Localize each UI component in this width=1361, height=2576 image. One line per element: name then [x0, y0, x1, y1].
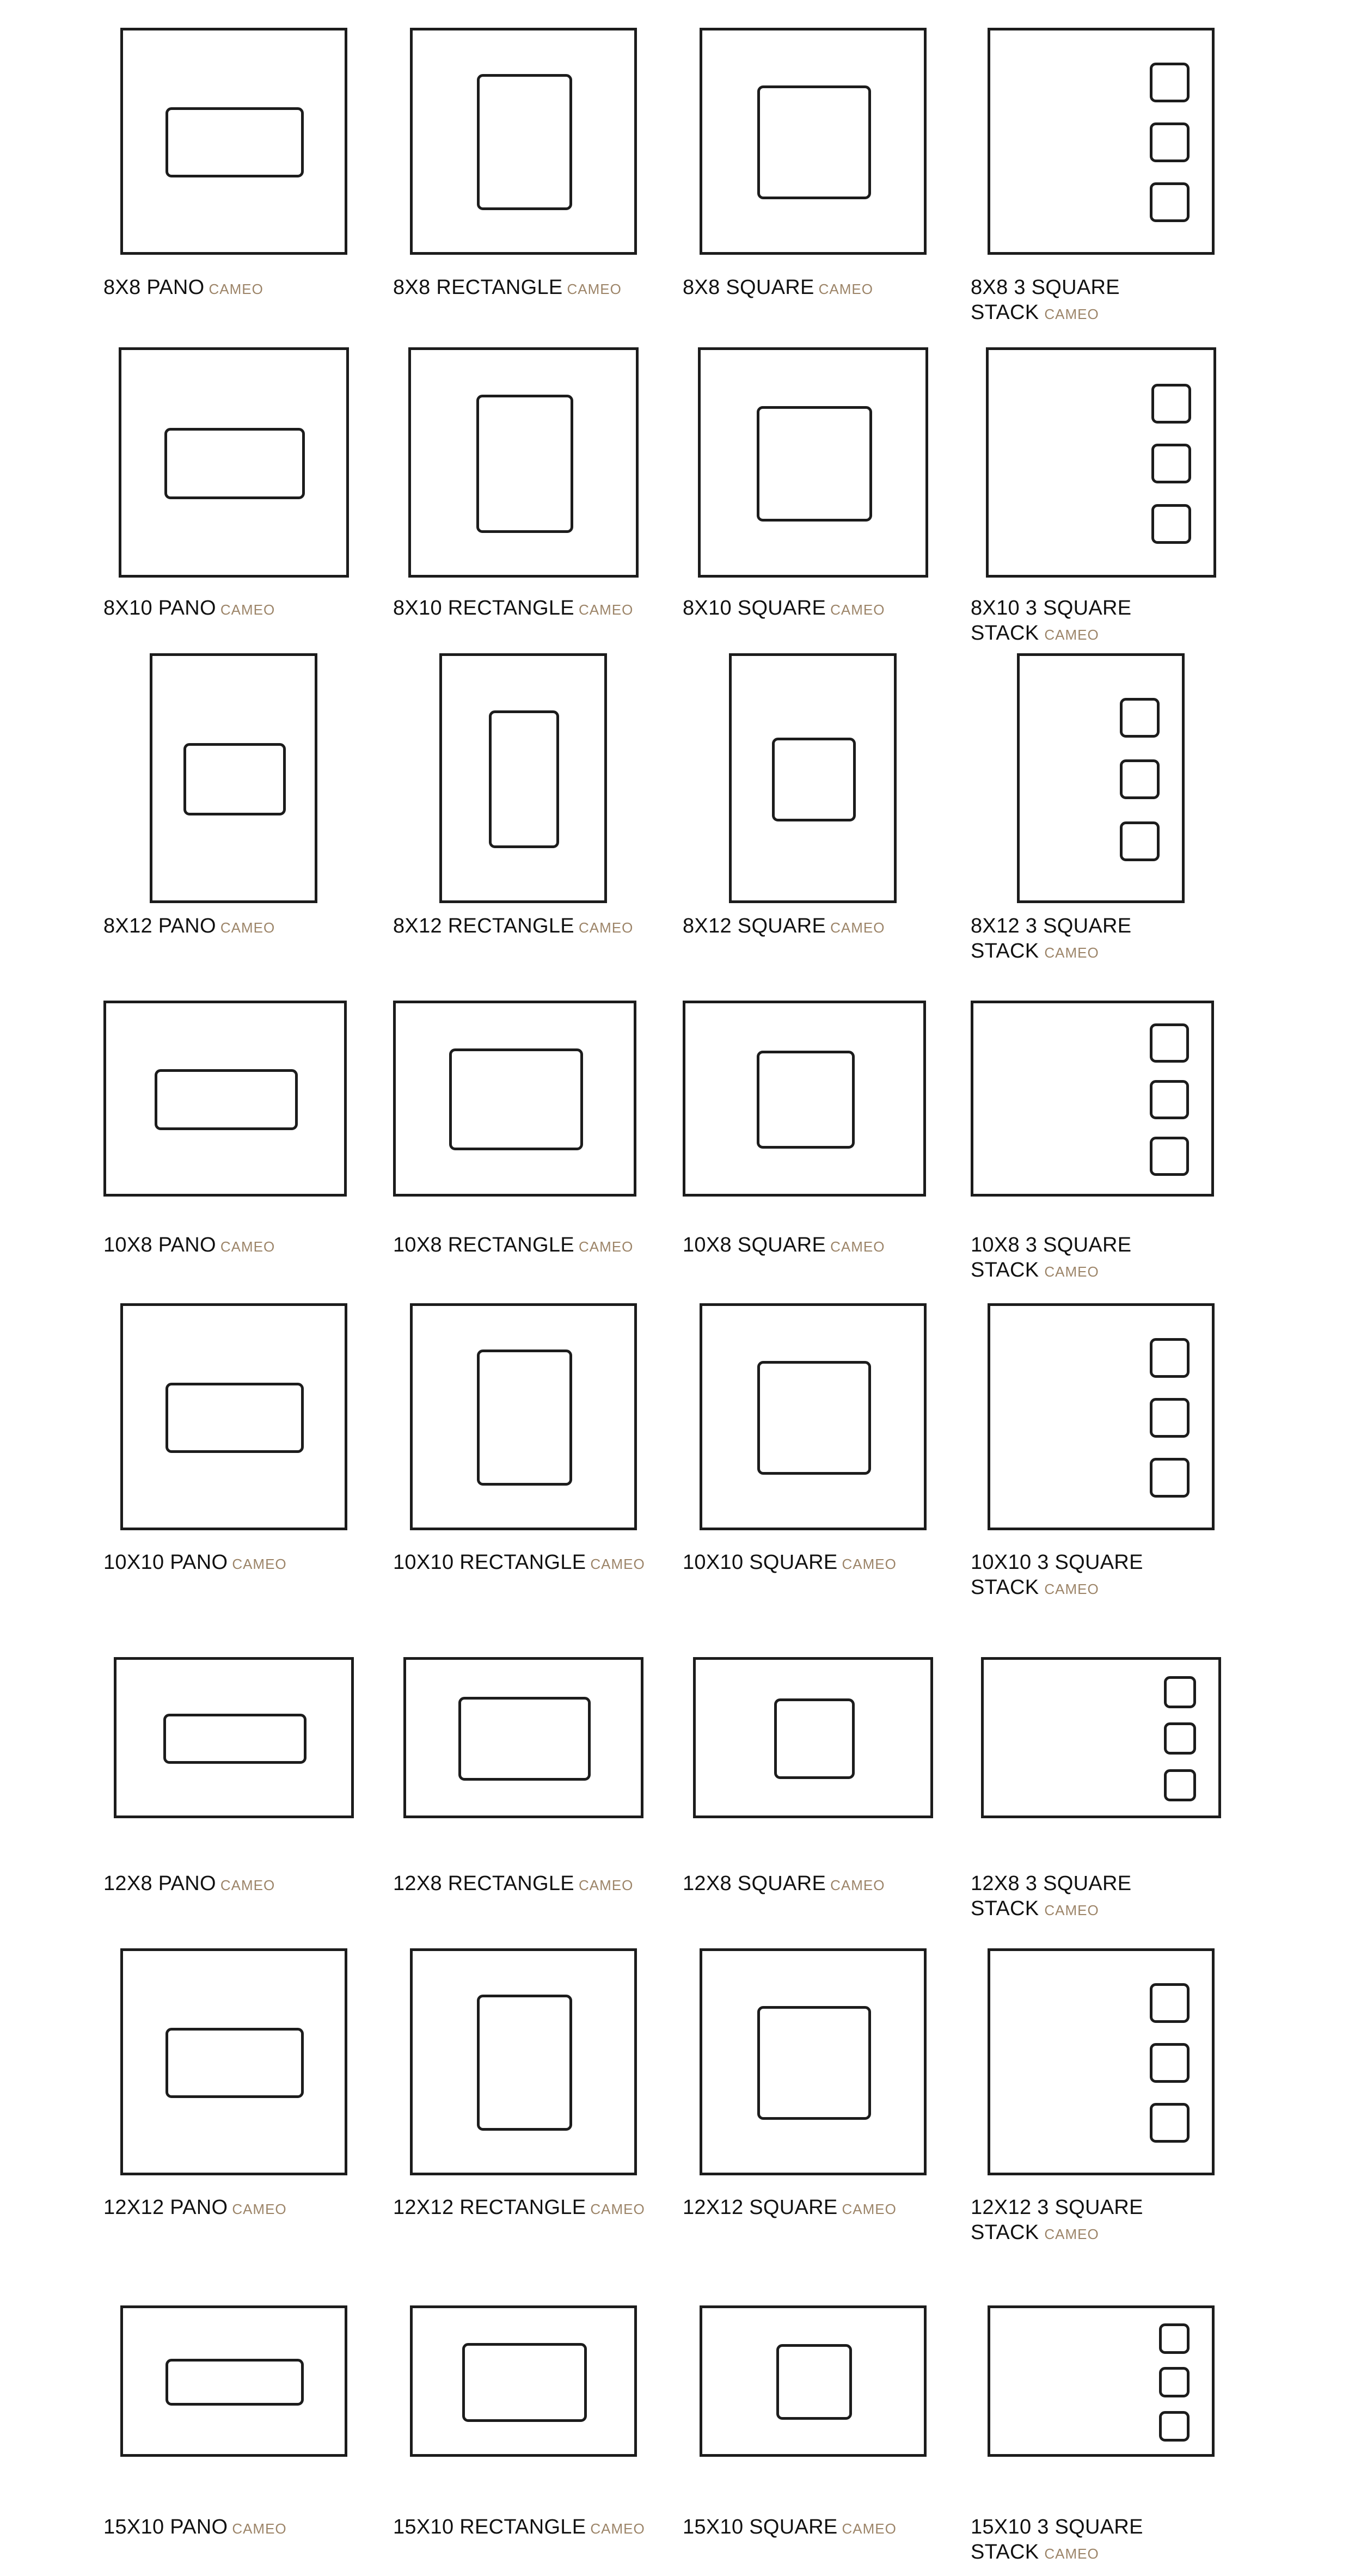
mat-opening — [1164, 1676, 1196, 1708]
collection-tag: CAMEO — [590, 2520, 645, 2537]
collection-tag: CAMEO — [590, 1556, 645, 1572]
mat-frame-pano[interactable] — [103, 1001, 347, 1197]
mat-style-caption — [393, 596, 676, 622]
mat-opening — [774, 1698, 855, 1779]
mat-opening — [183, 743, 286, 815]
mat-frame-rectangle[interactable] — [408, 347, 639, 578]
mat-frame-square[interactable] — [693, 1657, 933, 1818]
mat-frame-square[interactable] — [683, 1001, 926, 1197]
mat-frame-pano[interactable] — [120, 1303, 347, 1530]
mat-opening — [1150, 1338, 1190, 1378]
mat-opening — [1151, 444, 1191, 483]
mat-style-caption — [971, 2195, 1150, 2247]
mat-opening — [1159, 2323, 1190, 2354]
mat-style-caption — [103, 1550, 387, 1577]
mat-style-label: 8X10 SQUARE — [683, 597, 826, 620]
collection-tag: CAMEO — [578, 1877, 634, 1893]
collection-tag: CAMEO — [1044, 2226, 1099, 2242]
collection-tag: CAMEO — [1044, 306, 1099, 322]
collection-tag: CAMEO — [232, 2201, 287, 2217]
mat-frame-pano[interactable] — [120, 1948, 347, 2175]
mat-opening — [757, 1051, 855, 1149]
collection-tag: CAMEO — [842, 1556, 897, 1572]
mat-opening — [165, 107, 304, 177]
mat-frame-stack[interactable] — [981, 1657, 1221, 1818]
mat-frame-pano[interactable] — [119, 347, 349, 578]
mat-style-caption — [103, 913, 387, 940]
mat-frame-square[interactable] — [700, 1303, 927, 1530]
collection-tag: CAMEO — [209, 281, 263, 297]
mat-style-caption — [393, 1871, 676, 1898]
mat-style-caption — [683, 1871, 966, 1898]
mat-frame-rectangle[interactable] — [410, 1303, 637, 1530]
mat-opening — [1151, 384, 1191, 424]
mat-frame-stack[interactable] — [988, 1948, 1215, 2175]
mat-opening — [1150, 1398, 1190, 1438]
collection-tag: CAMEO — [220, 1877, 275, 1893]
mat-opening — [1150, 2103, 1190, 2143]
mat-style-label: 10X8 SQUARE — [683, 1234, 826, 1256]
mat-style-label: 12X8 PANO — [103, 1872, 216, 1895]
mat-style-label: 10X10 PANO — [103, 1551, 228, 1574]
mat-style-label: 10X8 RECTANGLE — [393, 1234, 574, 1256]
mat-style-caption — [393, 1550, 676, 1577]
mat-frame-square[interactable] — [729, 653, 897, 903]
mat-opening — [164, 428, 305, 499]
mat-opening — [1150, 1137, 1189, 1176]
mat-frame-square[interactable] — [698, 347, 928, 578]
collection-tag: CAMEO — [830, 1877, 885, 1893]
mat-style-caption — [971, 2514, 1150, 2566]
mat-opening — [1120, 698, 1160, 738]
mat-opening — [772, 738, 856, 821]
mat-style-caption — [683, 2514, 966, 2541]
mat-style-label: 8X8 PANO — [103, 276, 205, 299]
mat-style-caption — [971, 913, 1150, 965]
mat-style-label: 10X10 SQUARE — [683, 1551, 838, 1574]
mat-style-caption — [393, 913, 676, 940]
collection-tag: CAMEO — [590, 2201, 645, 2217]
mat-frame-rectangle[interactable] — [410, 1948, 637, 2175]
mat-style-caption — [683, 1550, 966, 1577]
collection-tag: CAMEO — [220, 919, 275, 936]
mat-style-label: 12X8 RECTANGLE — [393, 1872, 574, 1895]
mat-opening — [757, 1361, 871, 1475]
mat-style-caption — [393, 1232, 676, 1259]
mat-style-label: 8X12 PANO — [103, 915, 216, 937]
mat-style-label: 10X8 PANO — [103, 1234, 216, 1256]
collection-tag: CAMEO — [567, 281, 622, 297]
mat-style-caption — [971, 275, 1150, 327]
collection-tag: CAMEO — [1044, 1264, 1099, 1280]
mat-style-label: 10X10 RECTANGLE — [393, 1551, 586, 1574]
mat-opening — [1120, 759, 1160, 799]
mat-opening — [1159, 2367, 1190, 2397]
mat-opening — [757, 2006, 871, 2120]
mat-frame-rectangle[interactable] — [410, 2305, 637, 2457]
mat-style-label: 15X10 3 SQUARE STACK — [971, 2516, 1143, 2563]
mat-opening — [1150, 63, 1190, 102]
mat-style-label: 8X8 SQUARE — [683, 276, 814, 299]
mat-style-label: 10X8 3 SQUARE STACK — [971, 1234, 1132, 1281]
mat-opening — [489, 710, 559, 848]
mat-frame-stack[interactable] — [988, 2305, 1215, 2457]
mat-frame-stack[interactable] — [988, 28, 1215, 255]
mat-opening — [1164, 1769, 1196, 1801]
mat-frame-stack[interactable] — [971, 1001, 1214, 1197]
mat-style-label: 8X8 3 SQUARE STACK — [971, 276, 1120, 324]
mat-frame-square[interactable] — [700, 28, 927, 255]
mat-style-label: 8X12 SQUARE — [683, 915, 826, 937]
mat-frame-pano[interactable] — [150, 653, 317, 903]
mat-style-caption — [971, 1550, 1150, 1602]
mat-style-label: 8X12 3 SQUARE STACK — [971, 915, 1132, 962]
mat-style-caption — [393, 275, 676, 302]
mat-opening — [476, 395, 573, 533]
collection-tag: CAMEO — [842, 2201, 897, 2217]
mat-opening — [165, 1383, 304, 1453]
collection-tag: CAMEO — [1044, 1902, 1099, 1918]
mat-opening — [1150, 2043, 1190, 2083]
mat-style-label: 12X12 RECTANGLE — [393, 2196, 586, 2219]
mat-opening — [165, 2359, 304, 2406]
mat-frame-pano[interactable] — [120, 28, 347, 255]
mat-style-caption — [393, 2195, 676, 2222]
collection-tag: CAMEO — [842, 2520, 897, 2537]
collection-tag: CAMEO — [1044, 1581, 1099, 1597]
mat-frame-square[interactable] — [700, 1948, 927, 2175]
mat-frame-rectangle[interactable] — [439, 653, 607, 903]
mat-frame-rectangle[interactable] — [410, 28, 637, 255]
collection-tag: CAMEO — [232, 1556, 287, 1572]
collection-tag: CAMEO — [1044, 944, 1099, 961]
mat-style-caption — [103, 596, 387, 622]
mat-style-label: 8X8 RECTANGLE — [393, 276, 563, 299]
mat-frame-rectangle[interactable] — [393, 1001, 636, 1197]
mat-style-label: 10X10 3 SQUARE STACK — [971, 1551, 1143, 1599]
mat-frame-stack[interactable] — [1017, 653, 1185, 903]
mat-frame-stack[interactable] — [986, 347, 1216, 578]
collection-tag: CAMEO — [578, 602, 634, 618]
collection-tag: CAMEO — [220, 1238, 275, 1255]
mat-style-caption — [971, 596, 1150, 647]
mat-opening — [757, 85, 871, 199]
collection-tag: CAMEO — [830, 602, 885, 618]
mat-opening — [1164, 1722, 1196, 1755]
collection-tag: CAMEO — [830, 1238, 885, 1255]
mat-frame-pano[interactable] — [114, 1657, 354, 1818]
mat-opening — [1150, 122, 1190, 162]
mat-style-label: 12X8 3 SQUARE STACK — [971, 1872, 1132, 1920]
mat-style-caption — [971, 1871, 1150, 1923]
mat-style-label: 12X12 3 SQUARE STACK — [971, 2196, 1143, 2244]
mat-style-caption — [683, 2195, 966, 2222]
collection-tag: CAMEO — [1044, 2546, 1099, 2562]
mat-opening — [1159, 2411, 1190, 2442]
mat-style-label: 8X10 PANO — [103, 597, 216, 620]
mat-style-caption — [103, 2195, 387, 2222]
mat-opening — [776, 2344, 852, 2420]
mat-opening — [477, 74, 572, 210]
mat-style-label: 15X10 SQUARE — [683, 2516, 838, 2538]
collection-tag: CAMEO — [220, 602, 275, 618]
mat-frame-stack[interactable] — [988, 1303, 1215, 1530]
mat-style-caption — [683, 275, 966, 302]
mat-style-label: 12X12 PANO — [103, 2196, 228, 2219]
collection-tag: CAMEO — [1044, 627, 1099, 643]
collection-tag: CAMEO — [818, 281, 873, 297]
mat-style-caption — [103, 1232, 387, 1259]
mat-style-label: 15X10 PANO — [103, 2516, 228, 2538]
mat-opening — [1150, 1023, 1189, 1063]
mat-opening — [1150, 1080, 1189, 1119]
mat-opening — [1150, 182, 1190, 222]
mat-style-caption — [103, 1871, 387, 1898]
mat-style-label: 8X10 3 SQUARE STACK — [971, 597, 1132, 645]
mat-frame-pano[interactable] — [120, 2305, 347, 2457]
collection-tag: CAMEO — [232, 2520, 287, 2537]
mat-frame-square[interactable] — [700, 2305, 927, 2457]
mat-style-caption — [683, 596, 966, 622]
mat-opening — [165, 2028, 304, 2098]
mat-opening — [462, 2343, 587, 2422]
mat-opening — [1151, 504, 1191, 544]
mat-opening — [477, 1350, 572, 1486]
mat-style-caption — [103, 275, 387, 302]
mat-style-label: 15X10 RECTANGLE — [393, 2516, 586, 2538]
mat-style-caption — [103, 2514, 387, 2541]
mat-style-label: 12X8 SQUARE — [683, 1872, 826, 1895]
mat-style-caption — [683, 913, 966, 940]
mat-opening — [757, 406, 872, 522]
mat-style-caption — [393, 2514, 676, 2541]
mat-style-label: 8X12 RECTANGLE — [393, 915, 574, 937]
mat-opening — [449, 1048, 583, 1150]
mat-style-caption — [971, 1232, 1150, 1284]
mat-opening — [1150, 1983, 1190, 2023]
mat-style-caption — [683, 1232, 966, 1259]
mat-opening — [458, 1697, 591, 1781]
mat-style-label: 12X12 SQUARE — [683, 2196, 838, 2219]
mat-opening — [1150, 1458, 1190, 1498]
mat-opening — [163, 1714, 306, 1764]
collection-tag: CAMEO — [578, 919, 634, 936]
collection-tag: CAMEO — [830, 919, 885, 936]
mat-opening — [1120, 821, 1160, 861]
mat-frame-rectangle[interactable] — [403, 1657, 643, 1818]
mat-style-label: 8X10 RECTANGLE — [393, 597, 574, 620]
collection-tag: CAMEO — [578, 1238, 634, 1255]
mat-opening — [155, 1069, 298, 1130]
mat-opening — [477, 1995, 572, 2131]
